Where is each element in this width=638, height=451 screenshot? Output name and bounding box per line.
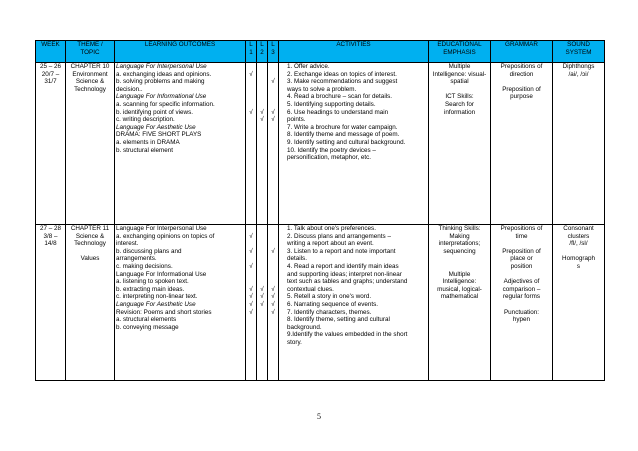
sound-line: Consonant: [563, 225, 594, 232]
check-mark: √: [260, 285, 264, 293]
activities-line: text such as tables and graphs; understand: [287, 278, 408, 286]
table-row: [36, 63, 605, 225]
check-mark: [258, 271, 266, 279]
outcome-line: a. scanning for specific information.: [116, 100, 215, 108]
header-activities: ACTIVITIES: [279, 41, 429, 63]
activities-line: 4. Read a report and identify main ideas: [287, 262, 399, 270]
check-mark: [258, 240, 266, 248]
check-mark: [258, 263, 266, 271]
outcomes-cell: [115, 63, 246, 225]
activities-line: 3. Listen to a report and note important: [287, 247, 396, 255]
outcome-line: c. interpreting non-linear text.: [116, 293, 198, 301]
check-mark: [247, 101, 255, 109]
check-mark: [269, 278, 277, 286]
educational-line: [430, 86, 489, 94]
outcome-line: a. exchanging opinions on topics of: [116, 232, 215, 240]
check-mark: √: [249, 293, 253, 301]
outcome-line: a. elements in DRAMA: [116, 138, 180, 146]
check-mark: [258, 131, 266, 139]
activities-line: details.: [287, 255, 307, 263]
check-mark: [258, 233, 266, 241]
grammar-line: hypen: [512, 316, 531, 324]
check-mark: √: [271, 300, 275, 308]
check-mark: [258, 139, 266, 147]
outcome-line: b. structural element: [116, 146, 174, 154]
activities-line: personification, metaphor, etc.: [287, 154, 372, 162]
check-mark: [258, 101, 266, 109]
check-mark: [269, 93, 277, 101]
educational-line: [430, 263, 489, 271]
l3-cell: [268, 225, 279, 381]
week-cell: 25 – 26 20/7 – 31/7: [36, 63, 66, 225]
activities-line: 9.Identify the values embedded in the short: [287, 331, 408, 339]
check-mark: [269, 139, 277, 147]
check-mark: [247, 93, 255, 101]
check-mark: [258, 71, 266, 79]
check-mark: [258, 309, 266, 317]
header-grammar: GRAMMAR: [491, 41, 553, 63]
l2-cell: [257, 63, 268, 225]
check-mark: [247, 316, 255, 324]
activities-line: 2. Discuss plans and arrangements –: [287, 232, 391, 240]
educational-line: Intelligence: visual-: [432, 70, 487, 78]
outcome-line: b. conveying message: [116, 323, 179, 331]
grammar-line: Preposition of: [502, 247, 541, 255]
check-mark: √: [249, 300, 253, 308]
check-mark: √: [271, 116, 275, 124]
check-mark: [269, 316, 277, 324]
activities-line: 7. Write a brochure for water campaign.: [287, 123, 398, 131]
header-l1: L 1: [246, 41, 257, 63]
check-mark: [258, 147, 266, 155]
grammar-line: Preposition of: [502, 85, 541, 93]
sound-cell: [553, 63, 605, 225]
outcome-line: Language For Interpersonal Use: [116, 225, 207, 232]
activities-line: 1. Offer advice.: [287, 63, 330, 70]
check-mark: √: [249, 308, 253, 316]
check-mark: [269, 63, 277, 71]
outcome-line: a. listening to spoken text.: [116, 278, 189, 286]
check-mark: [247, 86, 255, 94]
header-outcomes: LEARNING OUTCOMES: [115, 41, 246, 63]
check-mark: [258, 93, 266, 101]
l2-cell: [257, 225, 268, 381]
grammar-line: [492, 271, 551, 279]
outcome-line: interest.: [116, 240, 139, 248]
check-mark: √: [271, 285, 275, 293]
check-mark: [258, 248, 266, 256]
check-mark: [247, 240, 255, 248]
educational-line: interpretations;: [438, 240, 481, 248]
activities-line: 6. Use headings to understand main: [287, 108, 389, 116]
sound-cell: [553, 225, 605, 381]
outcome-line: Language For Aesthetic Use: [116, 300, 196, 308]
check-mark: √: [271, 308, 275, 316]
grammar-cell: [491, 225, 553, 381]
check-mark: [247, 225, 255, 233]
header-l2: L 2: [257, 41, 268, 63]
activities-line: 3. Make recommendations and suggest: [287, 78, 398, 86]
activities-line: points.: [287, 116, 306, 124]
activities-line: ways to solve a problem.: [287, 85, 357, 93]
grammar-line: time: [515, 232, 528, 240]
check-mark: √: [249, 232, 253, 240]
activities-line: 8. Identify theme and message of poem.: [287, 131, 400, 139]
educational-cell: [429, 63, 491, 225]
activities-line: 5. Retell a story in one's word.: [287, 293, 372, 301]
educational-line: ICT Skills:: [445, 93, 474, 101]
check-mark: [258, 78, 266, 86]
header-theme: THEME / TOPIC: [66, 41, 115, 63]
check-mark: √: [249, 285, 253, 293]
sound-line: clusters: [567, 232, 590, 240]
activities-line: 8. Identify theme, setting and cultural: [287, 316, 390, 324]
check-mark: √: [260, 108, 264, 116]
check-mark: [247, 271, 255, 279]
activities-line: 6. Narrating sequence of events.: [287, 300, 379, 308]
check-mark: [247, 255, 255, 263]
outcome-line: b. identifying point of views.: [116, 108, 194, 116]
educational-cell: [429, 225, 491, 381]
grammar-line: [492, 301, 551, 309]
outcome-line: Language For Informational Use: [116, 93, 207, 101]
sound-line: s: [576, 262, 581, 270]
check-mark: [269, 147, 277, 155]
check-mark: √: [260, 293, 264, 301]
activities-line: 10. Identify the poetry devices –: [287, 146, 376, 154]
check-mark: [258, 63, 266, 71]
grammar-line: position: [510, 262, 533, 270]
educational-line: Making: [449, 232, 470, 240]
check-mark: [269, 255, 277, 263]
check-mark: [269, 124, 277, 132]
educational-line: Multiple: [448, 270, 471, 278]
check-mark: [258, 278, 266, 286]
outcomes-cell: [115, 225, 246, 381]
sound-line: Diphthongs: [562, 63, 595, 70]
outcome-line: c. writing description.: [116, 116, 175, 124]
activities-line: 4. Read a brochure – scan for details.: [287, 93, 393, 101]
educational-line: Search for: [444, 100, 475, 108]
l1-cell: [246, 225, 257, 381]
check-mark: [258, 255, 266, 263]
header-educational: EDUCATIONAL EMPHASIS: [429, 41, 491, 63]
page-number: 5: [317, 412, 321, 421]
grammar-line: regular forms: [502, 293, 541, 301]
outcome-line: arrangements.: [116, 255, 157, 263]
check-mark: [269, 71, 277, 79]
educational-line: spatial: [450, 78, 469, 86]
header-week: WEEK: [36, 41, 66, 63]
theme-cell: CHAPTER 10 Environment Science & Technology: [66, 63, 115, 225]
activities-line: contextual clues.: [287, 285, 334, 293]
educational-line: Multiple: [448, 63, 471, 70]
educational-line: Intelligence:: [442, 278, 477, 286]
activities-line: 7. Identify characters, themes.: [287, 308, 372, 316]
check-mark: [269, 240, 277, 248]
check-mark: [247, 278, 255, 286]
check-mark: √: [249, 108, 253, 116]
grammar-line: comparison –: [502, 285, 541, 293]
educational-line: information: [443, 108, 476, 116]
check-mark: [247, 116, 255, 124]
check-mark: [269, 225, 277, 233]
sound-line: /ai/, /ɔi/: [568, 70, 589, 78]
activities-line: 2. Exchange ideas on topics of interest.: [287, 70, 397, 78]
educational-line: musical, logical-: [437, 285, 482, 293]
check-mark: [247, 63, 255, 71]
check-mark: √: [271, 78, 275, 86]
check-mark: [258, 316, 266, 324]
grammar-line: Adjectives of: [503, 278, 540, 286]
check-mark: [247, 139, 255, 147]
grammar-line: Punctuation:: [503, 308, 539, 316]
grammar-line: Prepositions of: [500, 225, 543, 232]
sound-line: [554, 248, 603, 256]
check-mark: [258, 86, 266, 94]
grammar-line: direction: [509, 70, 534, 78]
outcome-line: a. structural elements: [116, 316, 177, 324]
outcome-line: Revision: Poems and short stories: [116, 308, 212, 316]
check-mark: [269, 271, 277, 279]
theme-cell: CHAPTER 11 Science & Technology Values: [66, 225, 115, 381]
check-mark: [258, 124, 266, 132]
activities-line: and supporting ideas; interpret non-linear: [287, 270, 402, 278]
check-mark: [269, 324, 277, 332]
check-mark: √: [249, 262, 253, 270]
educational-line: mathematical: [440, 293, 479, 301]
outcome-line: b. discussing plans and: [116, 247, 182, 255]
outcome-line: b. extracting main ideas.: [116, 285, 185, 293]
grammar-cell: [491, 63, 553, 225]
check-mark: [269, 131, 277, 139]
check-mark: [247, 324, 255, 332]
check-mark: [247, 124, 255, 132]
table-header: [36, 41, 605, 63]
educational-line: [430, 255, 489, 263]
check-mark: [258, 225, 266, 233]
check-mark: [247, 78, 255, 86]
week-cell: 27 – 28 3/8 – 14/8: [36, 225, 66, 381]
check-mark: [269, 233, 277, 241]
check-mark: [247, 147, 255, 155]
check-mark: [269, 263, 277, 271]
educational-line: Thinking Skills:: [438, 225, 481, 232]
activities-line: writing a report about an event.: [287, 240, 374, 248]
check-mark: √: [271, 108, 275, 116]
outcome-line: b. solving problems and making: [116, 78, 205, 86]
l3-cell: [268, 63, 279, 225]
header-l3: L 3: [268, 41, 279, 63]
table-row: [36, 225, 605, 381]
outcome-line: a. exchanging ideas and opinions.: [116, 70, 212, 78]
outcome-line: c. making decisions.: [116, 262, 173, 270]
outcome-line: decision..: [116, 85, 143, 93]
sound-line: /fl/, /sl/: [569, 240, 588, 248]
sound-line: Homograph: [562, 255, 595, 263]
activities-line: background.: [287, 323, 322, 331]
activities-line: 1. Talk about one's preferences.: [287, 225, 376, 232]
grammar-line: [492, 240, 551, 248]
check-mark: [269, 101, 277, 109]
outcome-line: Language For Interpersonal Use: [116, 63, 207, 70]
check-mark: [258, 324, 266, 332]
check-mark: [247, 131, 255, 139]
grammar-line: place or: [510, 255, 533, 263]
activities-line: story.: [287, 338, 302, 346]
check-mark: √: [260, 116, 264, 124]
check-mark: [269, 86, 277, 94]
check-mark: √: [271, 247, 275, 255]
grammar-line: [492, 78, 551, 86]
activities-cell: [279, 225, 429, 381]
lesson-plan-table: [35, 40, 605, 381]
check-mark: √: [260, 300, 264, 308]
grammar-line: purpose: [510, 93, 533, 101]
grammar-line: Prepositions of: [500, 63, 543, 70]
outcome-line: Language For Informational Use: [116, 270, 207, 278]
check-mark: √: [249, 70, 253, 78]
outcome-line: Language For Aesthetic Use: [116, 123, 196, 131]
educational-line: sequencing: [443, 247, 476, 255]
header-sound: SOUND SYSTEM: [553, 41, 605, 63]
activities-cell: [279, 63, 429, 225]
activities-line: 5. Identifying supporting details.: [287, 100, 376, 108]
check-mark: √: [249, 247, 253, 255]
check-mark: √: [271, 293, 275, 301]
activities-line: 9. Identify setting and cultural background.: [287, 138, 406, 146]
outcome-line: DRAMA: FIVE SHORT PLAYS: [116, 131, 202, 139]
l1-cell: [246, 63, 257, 225]
